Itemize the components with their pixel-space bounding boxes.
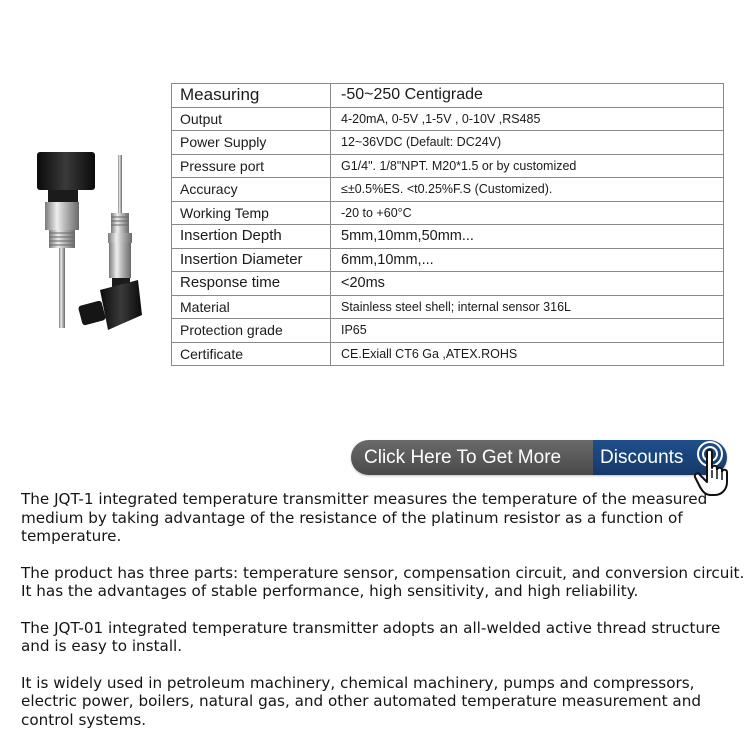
spec-label: Pressure port <box>172 154 331 178</box>
promo-get-more-label[interactable]: Click Here To Get More <box>351 440 593 475</box>
description-paragraph: The JQT-1 integrated temperature transmitter measures the temperature of the measured medium by taking advantage of the resistance of the platinum resistor as a function of temperature. <box>21 490 708 545</box>
discount-promo-button[interactable] <box>351 440 727 475</box>
spec-label: Accuracy <box>172 178 331 202</box>
spec-label: Insertion Depth <box>172 225 331 249</box>
spec-label: Protection grade <box>172 319 331 343</box>
description-paragraph: The product has three parts: temperature sensor, compensation circuit, and conversion circuit. It has the advantages of stable performance, high sensitivity, and high reliability. <box>21 563 745 600</box>
spec-value: CE.Exiall CT6 Ga ,ATEX.ROHS <box>331 342 724 366</box>
spec-row-certificate <box>172 342 724 366</box>
spec-label: Material <box>172 295 331 319</box>
spec-row-material <box>172 295 724 319</box>
spec-row-measuring <box>172 84 724 108</box>
spec-row-working-temp <box>172 201 724 225</box>
spec-value: IP65 <box>331 319 724 343</box>
description-paragraph: It is widely used in petroleum machinery, chemical machinery, pumps and compressors, electric power, boilers, natural gas, and other automated temperature measurement and control systems. <box>21 673 701 729</box>
spec-value: -50~250 Centigrade <box>331 84 724 108</box>
spec-row-insertion-diameter <box>172 248 724 272</box>
spec-label: Output <box>172 107 331 131</box>
spec-value: Stainless steel shell; internal sensor 316L <box>331 295 724 319</box>
product-image <box>30 140 160 350</box>
spec-row-output <box>172 107 724 131</box>
product-description <box>21 490 749 747</box>
spec-label: Working Temp <box>172 201 331 225</box>
spec-row-response-time <box>172 272 724 296</box>
spec-value: <20ms <box>331 272 724 296</box>
spec-value: 5mm,10mm,50mm... <box>331 225 724 249</box>
spec-row-protection-grade <box>172 319 724 343</box>
spec-row-insertion-depth <box>172 225 724 249</box>
spec-row-pressure-port <box>172 154 724 178</box>
promo-discounts-label[interactable]: Discounts <box>593 440 727 475</box>
spec-label: Response time <box>172 272 331 296</box>
spec-row-accuracy <box>172 178 724 202</box>
spec-value: 12~36VDC (Default: DC24V) <box>331 131 724 155</box>
spec-row-power-supply <box>172 131 724 155</box>
description-paragraph: The JQT-01 integrated temperature transmitter adopts an all-welded active thread structure and is easy to install. <box>21 618 721 655</box>
spec-label: Power Supply <box>172 131 331 155</box>
spec-label: Measuring <box>172 84 331 108</box>
spec-value: -20 to +60°C <box>331 201 724 225</box>
spec-label: Certificate <box>172 342 331 366</box>
spec-value: 4-20mA, 0-5V ,1-5V , 0-10V ,RS485 <box>331 107 724 131</box>
spec-value: G1/4". 1/8"NPT. M20*1.5 or by customized <box>331 154 724 178</box>
spec-value: 6mm,10mm,... <box>331 248 724 272</box>
spec-value: ≤±0.5%ES. <t0.25%F.S (Customized). <box>331 178 724 202</box>
pointing-hand-icon <box>690 440 730 496</box>
spec-label: Insertion Diameter <box>172 248 331 272</box>
spec-table <box>171 83 724 366</box>
